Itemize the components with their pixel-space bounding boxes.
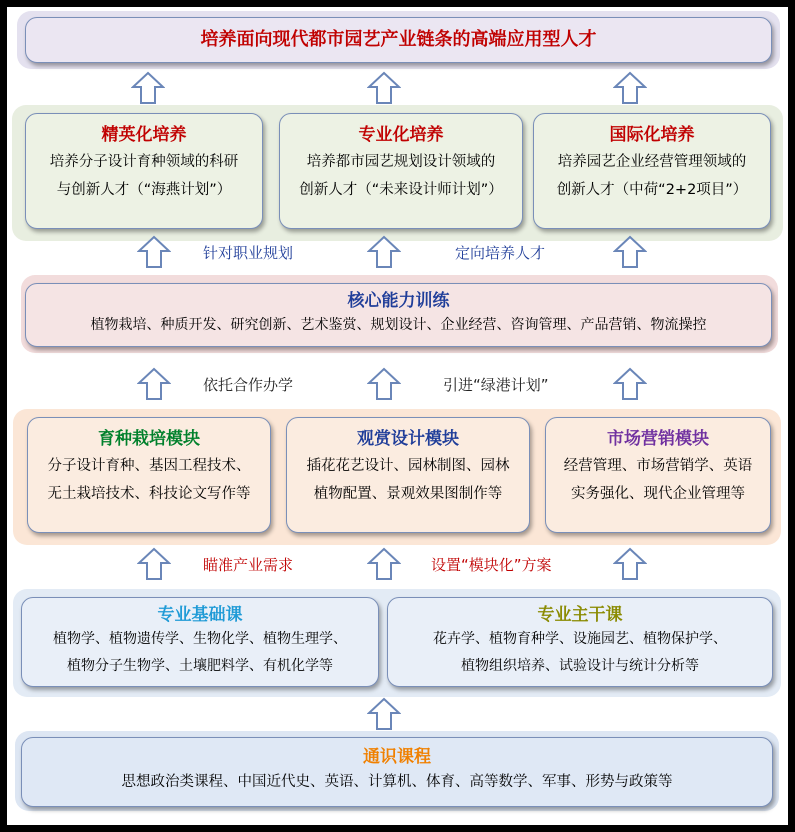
core-title: 核心能力训练 [347, 291, 450, 311]
up-arrow-icon [367, 547, 401, 581]
up-arrow-icon [131, 71, 165, 105]
track-title: 精英化培养 [101, 125, 187, 145]
track-description: 培养分子设计育种领域的科研 与创新人才（“海燕计划”） [49, 154, 239, 198]
general-description: 思想政治类课程、中国近代史、英语、计算机、体育、高等数学、军事、形势与政策等 [121, 774, 673, 790]
flow-label: 定向培养人才 [455, 244, 546, 262]
course-description: 花卉学、植物育种学、设施园艺、植物保护学、 植物组织培养、试验设计与统计分析等 [433, 631, 727, 674]
module-description: 插花花艺设计、园林制图、园林 植物配置、景观效果图制作等 [306, 458, 510, 502]
general-title: 通识课程 [363, 747, 431, 767]
up-arrow-icon [137, 547, 171, 581]
track-description: 培养都市园艺规划设计领域的 创新人才（“未来设计师计划”） [299, 154, 503, 198]
up-arrow-icon [367, 235, 401, 269]
up-arrow-icon [613, 235, 647, 269]
flow-label: 针对职业规划 [203, 244, 294, 262]
course-core [387, 597, 773, 687]
module-breeding [27, 417, 271, 533]
up-arrow-icon [613, 367, 647, 401]
up-arrow-icon [613, 547, 647, 581]
course-title: 专业基础课 [157, 605, 243, 625]
flow-label: 依托合作办学 [203, 376, 294, 394]
track-international [533, 113, 771, 229]
up-arrow-icon [367, 367, 401, 401]
module-ornamental-design [286, 417, 530, 533]
goal-text: 培养面向现代都市园艺产业链条的高端应用型人才 [200, 29, 597, 50]
flow-label: 设置“模块化”方案 [431, 556, 552, 574]
course-description: 植物学、植物遗传学、生物化学、植物生理学、 植物分子生物学、土壤肥料学、有机化学等 [53, 631, 347, 674]
diagram-canvas [7, 7, 788, 825]
up-arrow-icon [137, 235, 171, 269]
course-title: 专业主干课 [537, 605, 623, 625]
track-title: 专业化培养 [358, 125, 444, 145]
core-box [25, 283, 772, 347]
flow-label: 瞄准产业需求 [203, 556, 294, 574]
up-arrow-icon [613, 71, 647, 105]
core-description: 植物栽培、种质开发、研究创新、艺术鉴赏、规划设计、企业经营、咨询管理、产品营销、物流操控 [90, 317, 707, 333]
general-box [21, 737, 773, 807]
up-arrow-icon [137, 367, 171, 401]
module-title: 市场营销模块 [607, 429, 709, 449]
up-arrow-icon [367, 71, 401, 105]
goal-box [25, 17, 772, 63]
track-description: 培养园艺企业经营管理领域的 创新人才（中荷“2+2项目”） [556, 154, 748, 198]
up-arrow-icon [367, 697, 401, 731]
module-marketing [545, 417, 771, 533]
track-elite [25, 113, 263, 229]
flow-label: 引进“绿港计划” [443, 376, 549, 394]
track-professional [279, 113, 523, 229]
module-title: 观赏设计模块 [357, 429, 459, 449]
module-description: 经营管理、市场营销学、英语 实务强化、现代企业管理等 [563, 458, 753, 502]
module-description: 分子设计育种、基因工程技术、 无土栽培技术、科技论文写作等 [47, 458, 251, 502]
track-title: 国际化培养 [609, 125, 695, 145]
module-title: 育种栽培模块 [98, 429, 200, 449]
course-foundation [21, 597, 379, 687]
